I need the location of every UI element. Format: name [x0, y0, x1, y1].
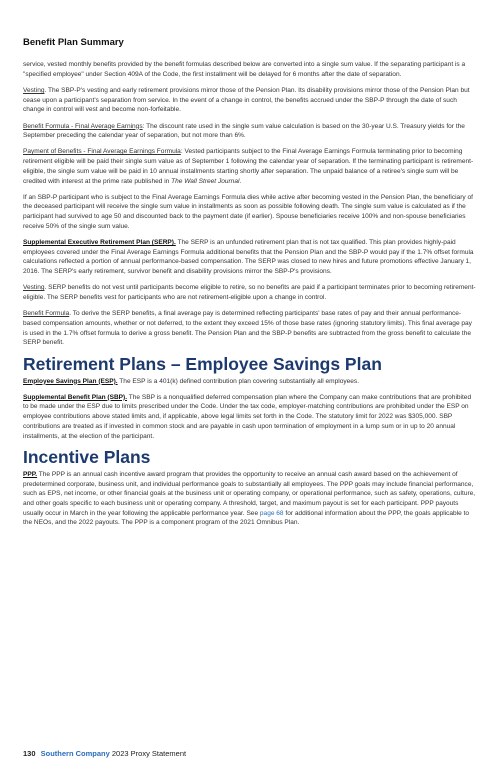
page-number: 130 [23, 749, 36, 758]
paragraph-esp: Employee Savings Plan (ESP). The ESP is a 401(k) defined contribution plan covering substantially all employees. [23, 377, 360, 385]
paragraph-serp-benefit-formula: Benefit Formula. To derive the SERP benefits, a final average pay is determined reflecting participants' base rates of pay and their annual performance-based compensation amounts, whether or not deferred, to the extent they exceed 15% of those base rates (ignoring statutory limits). This final average pay is used in the 1.7% offset formula to derive a gross benefit. The Pension Plan and the SBP-P benefits are subtracted from the gross benefit to calculate the SERP benefit. [23, 310, 472, 347]
sbp-label: Supplemental Benefit Plan (SBP). [23, 393, 128, 401]
document-name: 2023 Proxy Statement [111, 749, 187, 758]
esp-label: Employee Savings Plan (ESP). [23, 377, 118, 385]
ppp-label: PPP. [23, 470, 38, 478]
benefit-formula-label: Benefit Formula - Final Average Earnings [23, 122, 143, 130]
paragraph-ppp: PPP. The PPP is an annual cash incentive award program that provides the opportunity to receive an annual cash award based on the achievement of predetermined corporate, business unit, and individual performance goals to substantially all employees. The PPP goals may include financial performance, such as EPS, net income, or other financial goals at the business unit or operating company, or operational performance, such as safety, operations, culture, and other goals specific to each business unit or operating company. A threshold, target, and maximum payout is set for each participant. PPP payouts usually occur in March in the year following the applicable performance year. See page 68 for additional information about the PPP, the goals applicable to the NEOs, and the 2022 payouts. The PPP is a component program of the 2021 Omnibus Plan. [23, 470, 476, 527]
company-name: Southern Company [40, 749, 110, 758]
serp-label: Supplemental Executive Retirement Plan (SERP). [23, 239, 176, 247]
paragraph-sbpp-vesting: Vesting. The SBP-P's vesting and early retirement provisions mirror those of the Pension Plan. Its disability provisions mirror those of the Pension Plan but cease upon a participant's separation from service. In the event of a change in control, the benefits accrued under the SBP-P through the date of such change in control will vest and become non-forfeitable. [23, 86, 470, 114]
serp-vesting-label: Vesting [23, 284, 45, 292]
section-heading-incentive-plans: Incentive Plans [23, 446, 151, 467]
paragraph-serp-vesting: Vesting. SERP benefits do not vest until participants become eligible to retire, so no benefits are paid if a participant terminates prior to becoming retirement-eligible. The SERP benefits vest for participants who are not retirement-eligible upon a change in control. [23, 284, 476, 302]
content [23, 60, 478, 535]
page-header-title: Benefit Plan Summary [23, 37, 124, 48]
paragraph-serp: Supplemental Executive Retirement Plan (SERP). The SERP is an unfunded retirement plan that is not tax qualified. This plan provides highly-paid employees covered under the Final Average Earnings Formula additional benefits that the Pension Plan and the SBP-P would pay if the 1.7% offset formula calculations reflected a portion of annual performance-based compensation. The SERP was closed to new hires and future promotions effective January 1, 2016. The SERP's early retirement, survivor benefit and disability provisions mirror the SBP-P's provisions. [23, 239, 474, 276]
publication-name: The Wall Street Journal [171, 177, 240, 185]
payment-of-benefits-label: Payment of Benefits - Final Average Earnings Formula [23, 148, 181, 156]
paragraph-benefit-formula-fae: Benefit Formula - Final Average Earnings: The discount rate used in the single sum value calculation is based on the 30-year U.S. Treasury yields for the September preceding the calendar year of separation, but not more than 6%. [23, 122, 465, 140]
vesting-label: Vesting [23, 86, 45, 94]
section-heading-employee-savings-plan: Retirement Plans – Employee Savings Plan [23, 353, 382, 374]
paragraph-payment-of-benefits: Payment of Benefits - Final Average Earnings Formula: Vested participants subject to the Final Average Earnings Formula terminating prior to becoming retirement eligible will be paid their single sum value as of September 1 following the calendar year of separation. If the terminating participant is retirement-eligible, the single sum value will be paid in 10 annual installments starting shortly after separation. The unpaid balance of a retiree's single sum will be credited with interest at the prime rate published in The Wall Street Journal. [23, 148, 474, 185]
paragraph-death-benefit: If an SBP-P participant who is subject to the Final Average Earnings Formula dies while active after becoming vested in the Pension Plan, the beneficiary of the deceased participant will receive the single sum value in installments as soon as possible following death. The single sum value is calculated as if the participant had survived to age 50 and discounted back to the payment date (if earlier). Spouse beneficiaries receive 100% and non-spouse beneficiaries receive 50% of the single sum value. [23, 193, 473, 230]
serp-benefit-formula-label: Benefit Formula [23, 310, 70, 318]
paragraph-sbp: Supplemental Benefit Plan (SBP). The SBP is a nonqualified deferred compensation plan where the Company can make contributions that are prohibited to be made under the ESP due to limits prescribed under the Code. Under the tax code, employer-matching contributions are prohibited under the ESP on employee contributions above stated limits and, if applicable, above legal limits set forth in the Code. The statutory limit for 2022 was $305,000. SBP contributions are treated as if invested in common stock and are payable in cash upon termination of employment in a lump sum or in up to 20 annual installments, at the election of the participant. [23, 393, 472, 440]
paragraph-continuation: service, vested monthly benefits provided by the benefit formulas described below are converted into a single sum value. If the separating participant is a "specified employee" under Section 409A of the Code, the first installment will be delayed for 6 months after the date of separation. [23, 61, 466, 78]
page-footer [23, 749, 186, 758]
page-reference-link[interactable]: page 68 [259, 509, 284, 517]
